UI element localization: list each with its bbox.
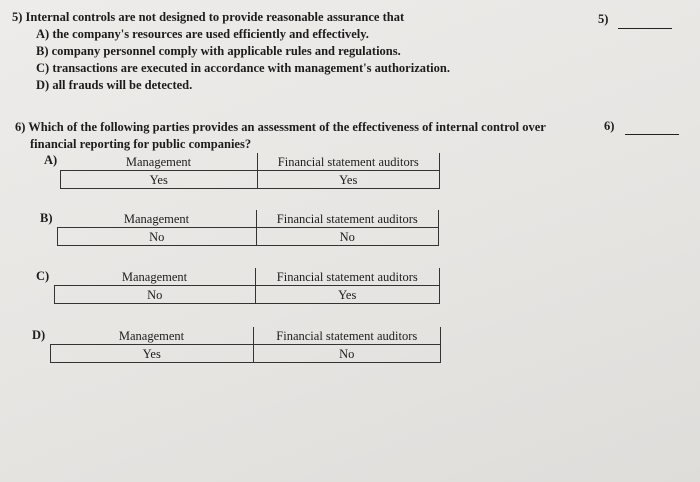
q6-choice-b-col1-header: Management xyxy=(58,210,257,228)
q6-choice-d-col1-value: Yes xyxy=(51,345,254,363)
q6-choice-c-col2-value: Yes xyxy=(255,286,440,304)
q6-answer-blank[interactable] xyxy=(625,134,679,135)
q5-stem: 5) Internal controls are not designed to provide reasonable assurance that xyxy=(12,10,405,24)
q6-choice-a-col1-value: Yes xyxy=(61,171,258,189)
q5-option-b: B) company personnel comply with applicable rules and regulations. xyxy=(36,44,401,58)
q6-stem-line2: financial reporting for public companies? xyxy=(30,137,252,151)
q6-choice-a-col2-header: Financial statement auditors xyxy=(257,153,440,171)
q6-choice-d-col1-header: Management xyxy=(51,327,254,345)
q6-choice-d-col2-value: No xyxy=(253,345,441,363)
q6-choice-a-table xyxy=(60,153,440,189)
q6-choice-c-col1-value: No xyxy=(55,286,256,304)
q6-choice-d-table xyxy=(50,327,441,363)
q5-option-c: C) transactions are executed in accordance with management's authorization. xyxy=(36,61,450,75)
q6-choice-b-table xyxy=(57,210,439,246)
q6-choice-b-col1-value: No xyxy=(58,228,257,246)
q6-choice-c-letter: C) xyxy=(36,269,50,283)
q5-option-d: D) all frauds will be detected. xyxy=(36,78,193,92)
q6-choice-d-col2-header: Financial statement auditors xyxy=(253,327,441,345)
q6-choice-d-letter: D) xyxy=(32,328,46,342)
q6-answer-label: 6) xyxy=(604,119,615,133)
q5-option-a: A) the company's resources are used efficiently and effectively. xyxy=(36,27,369,41)
q5-answer-label: 5) xyxy=(598,12,609,26)
q6-choice-b-letter: B) xyxy=(40,211,53,225)
q6-choice-b-col2-header: Financial statement auditors xyxy=(256,210,439,228)
q6-choice-c-col1-header: Management xyxy=(55,268,256,286)
q6-stem-line1: 6) Which of the following parties provides an assessment of the effectiveness of internal control over xyxy=(15,120,546,134)
q6-choice-c-table xyxy=(54,268,440,304)
q5-answer-blank[interactable] xyxy=(618,28,672,29)
q6-choice-a-letter: A) xyxy=(44,153,58,167)
q6-choice-c-col2-header: Financial statement auditors xyxy=(255,268,440,286)
q6-choice-a-col1-header: Management xyxy=(61,153,258,171)
q6-choice-a-col2-value: Yes xyxy=(257,171,440,189)
q6-choice-b-col2-value: No xyxy=(256,228,439,246)
